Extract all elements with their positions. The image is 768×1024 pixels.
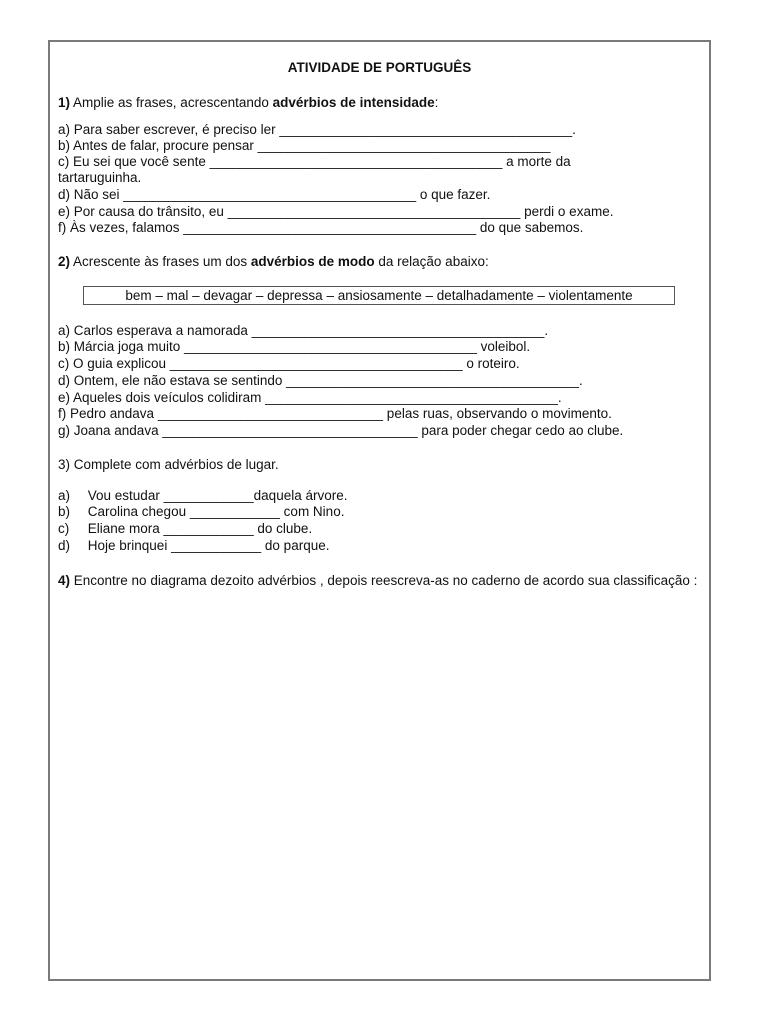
adverb-word-bank: bem – mal – devagar – depressa – ansiosamente – detalhadamente – violentamente bbox=[83, 286, 675, 305]
q2-intro-text: Acrescente às frases um dos bbox=[70, 254, 251, 269]
q2-item-f: f) Pedro andava ______________________________ pelas ruas, observando o movimento. bbox=[58, 406, 612, 421]
q3-item-a-marker: a) bbox=[58, 488, 71, 503]
q1-intro-end: : bbox=[434, 95, 439, 110]
q3-item-a-text: Vou estudar ____________daquela árvore. bbox=[87, 488, 348, 503]
q2-item-a: a) Carlos esperava a namorada _______________________________________. bbox=[58, 323, 549, 338]
q4-text: Encontre no diagrama dezoito advérbios , depois reescreva-as no caderno de acordo sua classificação : bbox=[70, 573, 698, 588]
q1-item-e: e) Por causa do trânsito, eu _______________________________________ perdi o exame. bbox=[58, 204, 614, 219]
q3-item-c-marker: c) bbox=[58, 521, 70, 536]
q2-item-e: e) Aqueles dois veículos colidiram _______________________________________. bbox=[58, 390, 562, 405]
q1-number: 1) bbox=[58, 95, 71, 110]
q2-number: 2) bbox=[58, 254, 71, 269]
q1-item-c-continued: tartaruguinha. bbox=[58, 170, 142, 185]
q3-item-b-marker: b) bbox=[58, 504, 71, 519]
worksheet-page bbox=[48, 40, 711, 981]
q1-instruction bbox=[58, 95, 703, 111]
q2-item-c: c) O guia explicou _______________________________________ o roteiro. bbox=[58, 356, 520, 371]
q1-item-b: b) Antes de falar, procure pensar _______________________________________ bbox=[58, 138, 551, 153]
q2-item-d: d) Ontem, ele não estava se sentindo _______________________________________. bbox=[58, 373, 583, 388]
q3-item-b bbox=[58, 504, 703, 520]
q2-intro-end: da relação abaixo: bbox=[374, 254, 489, 269]
q3-item-d-marker: d) bbox=[58, 538, 71, 553]
q1-intro-text: Amplie as frases, acrescentando bbox=[70, 95, 273, 110]
q3-item-c-text: Eliane mora ____________ do clube. bbox=[87, 521, 313, 536]
q2-intro-bold: advérbios de modo bbox=[250, 254, 375, 269]
q1-item-a: a) Para saber escrever, é preciso ler _______________________________________. bbox=[58, 122, 576, 137]
q3-item-a bbox=[58, 488, 703, 504]
q2-item-g: g) Joana andava __________________________________ para poder chegar cedo ao clube. bbox=[58, 423, 624, 438]
q3-item-d-text: Hoje brinquei ____________ do parque. bbox=[87, 538, 330, 553]
q3-instruction: 3) Complete com advérbios de lugar. bbox=[58, 457, 279, 472]
q3-item-c bbox=[58, 521, 703, 537]
q3-item-b-text: Carolina chegou ____________ com Nino. bbox=[87, 504, 345, 519]
q3-item-d bbox=[58, 538, 703, 554]
q4-number: 4) bbox=[58, 573, 71, 588]
q4-instruction bbox=[58, 570, 703, 591]
q1-item-d: d) Não sei _______________________________________ o que fazer. bbox=[58, 187, 491, 202]
q2-item-b: b) Márcia joga muito _______________________________________ voleibol. bbox=[58, 339, 531, 354]
page-title: ATIVIDADE DE PORTUGUÊS bbox=[287, 60, 472, 75]
q2-instruction bbox=[58, 254, 703, 270]
q1-item-f: f) Às vezes, falamos _______________________________________ do que sabemos. bbox=[58, 220, 584, 235]
q1-intro-bold: advérbios de intensidade bbox=[272, 95, 435, 110]
q1-item-c: c) Eu sei que você sente _______________________________________ a morte da bbox=[58, 154, 571, 169]
